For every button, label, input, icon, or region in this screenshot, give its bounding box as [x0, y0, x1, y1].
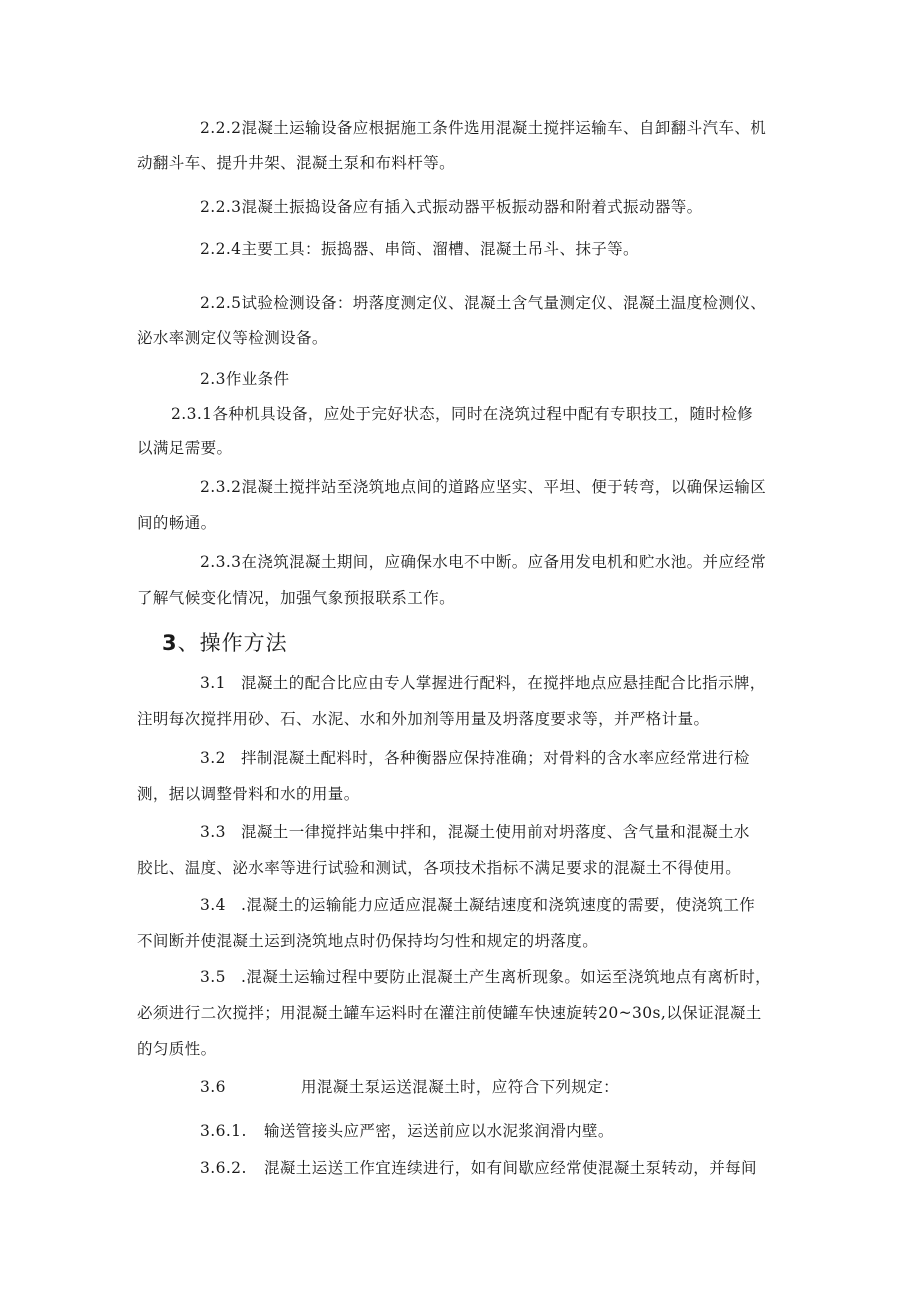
item-3-3-line1: [200, 822, 750, 842]
item-3-1-line1: [200, 673, 766, 693]
section-3-number: 3: [162, 631, 178, 655]
item-3-5-text: .混凝土运输过程中要防止混凝土产生离析现象。如运至浇筑地点有离析时，: [241, 968, 772, 986]
item-3-2-line1: [200, 748, 750, 768]
item-3-3-text: 混凝土一律搅拌站集中拌和，混凝土使用前对坍落度、含气量和混凝土水: [241, 823, 750, 841]
item-3-5-number: 3.5: [200, 968, 226, 986]
para-2-3-1-line2: 以满足需要。: [137, 439, 233, 457]
section-2-3-title: 2.3作业条件: [200, 370, 290, 388]
item-3-1-number: 3.1: [200, 674, 226, 692]
item-3-5-line3: 的匀质性。: [137, 1040, 217, 1058]
item-3-6-2-line1: [200, 1158, 757, 1178]
item-3-4-text: .混凝土的运输能力应适应混凝土凝结速度和浇筑速度的需要，使浇筑工作: [241, 896, 756, 914]
para-2-3-2-line1: 2.3.2混凝土搅拌站至浇筑地点间的道路应坚实、平坦、便于转弯，以确保运输区: [200, 478, 767, 496]
section-3-title: 、操作方法: [177, 631, 288, 655]
item-3-1-line2: 注明每次搅拌用砂、石、水泥、水和外加剂等用量及坍落度要求等，并严格计量。: [137, 710, 710, 728]
item-3-6-line1: [200, 1077, 619, 1097]
item-3-6-1-text: 输送管接头应严密，运送前应以水泥浆润滑内壁。: [264, 1122, 614, 1140]
item-3-3-line2: 胶比、温度、泌水率等进行试验和测试，各项技术指标不满足要求的混凝土不得使用。: [137, 859, 742, 877]
para-2-3-3-line2: 了解气候变化情况，加强气象预报联系工作。: [137, 589, 456, 607]
item-3-5-line1: [200, 967, 771, 987]
para-2-2-3: 2.2.3混凝土振捣设备应有插入式振动器平板振动器和附着式振动器等。: [200, 198, 703, 216]
section-3-heading: [162, 630, 288, 656]
para-2-3-1-line1: 2.3.1各种机具设备，应处于完好状态，同时在浇筑过程中配有专职技工，随时检修: [171, 405, 754, 423]
item-3-2-text: 拌制混凝土配料时，各种衡器应保持准确；对骨料的含水率应经常进行检: [241, 749, 750, 767]
item-3-1-text: 混凝土的配合比应由专人掌握进行配料，在搅拌地点应悬挂配合比指示牌，: [241, 674, 766, 692]
para-2-2-5-line1: 2.2.5试验检测设备：坍落度测定仪、混凝土含气量测定仪、混凝土温度检测仪、: [200, 294, 767, 312]
item-3-6-1-number: 3.6.1.: [200, 1122, 247, 1140]
item-3-6-text: 用混凝土泵运送混凝土时，应符合下列规定：: [301, 1078, 620, 1096]
item-3-4-number: 3.4: [200, 896, 226, 914]
para-2-2-2-line2: 动翻斗车、提升井架、混凝土泵和布料杆等。: [137, 154, 456, 172]
para-2-2-4: 2.2.4主要工具：振捣器、串筒、溜槽、混凝土吊斗、抹子等。: [200, 240, 639, 258]
item-3-6-2-text: 混凝土运送工作宜连续进行，如有间歇应经常使混凝土泵转动，并每间: [264, 1159, 757, 1177]
item-3-2-line2: 测，据以调整骨料和水的用量。: [137, 785, 360, 803]
para-2-2-5-line2: 泌水率测定仪等检测设备。: [137, 329, 328, 347]
item-3-6-number: 3.6: [200, 1078, 226, 1096]
para-2-3-3-line1: 2.3.3在浇筑混凝土期间，应确保水电不中断。应备用发电机和贮水池。并应经常: [200, 553, 767, 571]
para-2-3-2-line2: 间的畅通。: [137, 514, 217, 532]
item-3-3-number: 3.3: [200, 823, 226, 841]
item-3-2-number: 3.2: [200, 749, 226, 767]
item-3-4-line1: [200, 895, 755, 915]
para-2-2-2-line1: 2.2.2混凝土运输设备应根据施工条件选用混凝土搅拌运输车、自卸翻斗汽车、机: [200, 119, 767, 137]
item-3-6-2-number: 3.6.2.: [200, 1159, 247, 1177]
item-3-5-line2: 必须进行二次搅拌；用混凝土罐车运料时在灌注前使罐车快速旋转20~30s,以保证混凝土: [137, 1004, 762, 1022]
item-3-6-1-line1: [200, 1121, 614, 1141]
item-3-4-line2: 不间断并使混凝土运到浇筑地点时仍保持均匀性和规定的坍落度。: [137, 932, 599, 950]
